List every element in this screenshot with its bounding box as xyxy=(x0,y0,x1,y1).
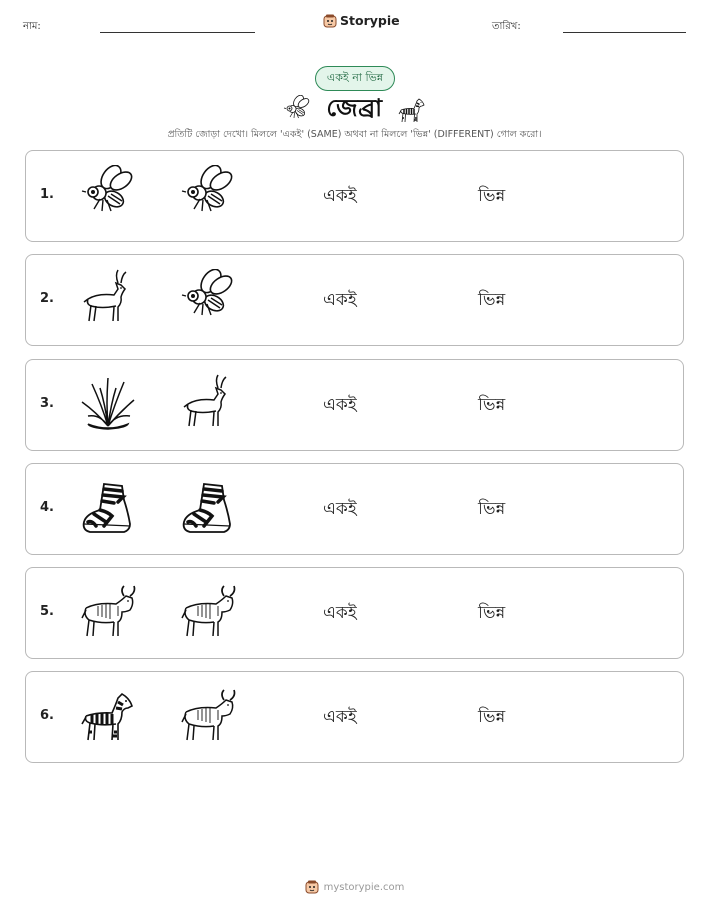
footer-url[interactable]: mystorypie.com xyxy=(323,881,405,893)
question-number: 1. xyxy=(40,187,54,202)
page-title: জেব্রা xyxy=(326,94,383,122)
option-same[interactable]: একই xyxy=(323,186,357,206)
wildebeest-icon xyxy=(178,686,238,746)
question-row-2 xyxy=(25,254,684,346)
hoof-icon xyxy=(178,478,238,538)
hoof-icon xyxy=(78,478,138,538)
question-row-1 xyxy=(25,150,684,242)
antelope-icon xyxy=(178,374,238,434)
name-label: নাম: xyxy=(23,21,41,32)
option-same[interactable]: একই xyxy=(323,499,357,519)
grass-icon xyxy=(78,374,138,434)
option-same[interactable]: একই xyxy=(323,395,357,415)
zebra-icon xyxy=(78,686,138,746)
storypie-mascot-icon xyxy=(305,880,319,894)
fly-icon xyxy=(178,165,238,225)
option-different[interactable]: ভিন্ন xyxy=(478,603,506,623)
option-same[interactable]: একই xyxy=(323,603,357,623)
question-number: 3. xyxy=(40,396,54,411)
question-row-5 xyxy=(25,567,684,659)
wildebeest-icon xyxy=(78,582,138,642)
storypie-mascot-icon xyxy=(323,14,337,28)
question-number: 4. xyxy=(40,500,54,515)
instructions: প্রতিটি জোড়া দেখো। মিললে 'একই' (SAME) অথবা না মিললে 'ভিন্ন' (DIFFERENT) গোল করো। xyxy=(167,129,542,140)
zebra-icon xyxy=(397,95,427,125)
date-label: তারিখ: xyxy=(492,21,521,32)
option-different[interactable]: ভিন্ন xyxy=(478,290,506,310)
title-row xyxy=(0,90,709,130)
option-different[interactable]: ভিন্ন xyxy=(478,395,506,415)
brand-logo xyxy=(323,13,400,28)
name-line[interactable] xyxy=(100,32,255,33)
fly-icon xyxy=(282,95,312,125)
question-number: 6. xyxy=(40,708,54,723)
question-row-6 xyxy=(25,671,684,763)
antelope-icon xyxy=(78,269,138,329)
footer xyxy=(0,880,709,894)
activity-badge: একই না ভিন্ন xyxy=(315,66,395,91)
fly-icon xyxy=(178,269,238,329)
option-different[interactable]: ভিন্ন xyxy=(478,499,506,519)
date-line[interactable] xyxy=(563,32,686,33)
brand-name: Storypie xyxy=(340,13,400,28)
question-number: 2. xyxy=(40,291,54,306)
question-row-3 xyxy=(25,359,684,451)
option-different[interactable]: ভিন্ন xyxy=(478,186,506,206)
option-different[interactable]: ভিন্ন xyxy=(478,707,506,727)
option-same[interactable]: একই xyxy=(323,290,357,310)
option-same[interactable]: একই xyxy=(323,707,357,727)
fly-icon xyxy=(78,165,138,225)
wildebeest-icon xyxy=(178,582,238,642)
question-row-4 xyxy=(25,463,684,555)
question-number: 5. xyxy=(40,604,54,619)
